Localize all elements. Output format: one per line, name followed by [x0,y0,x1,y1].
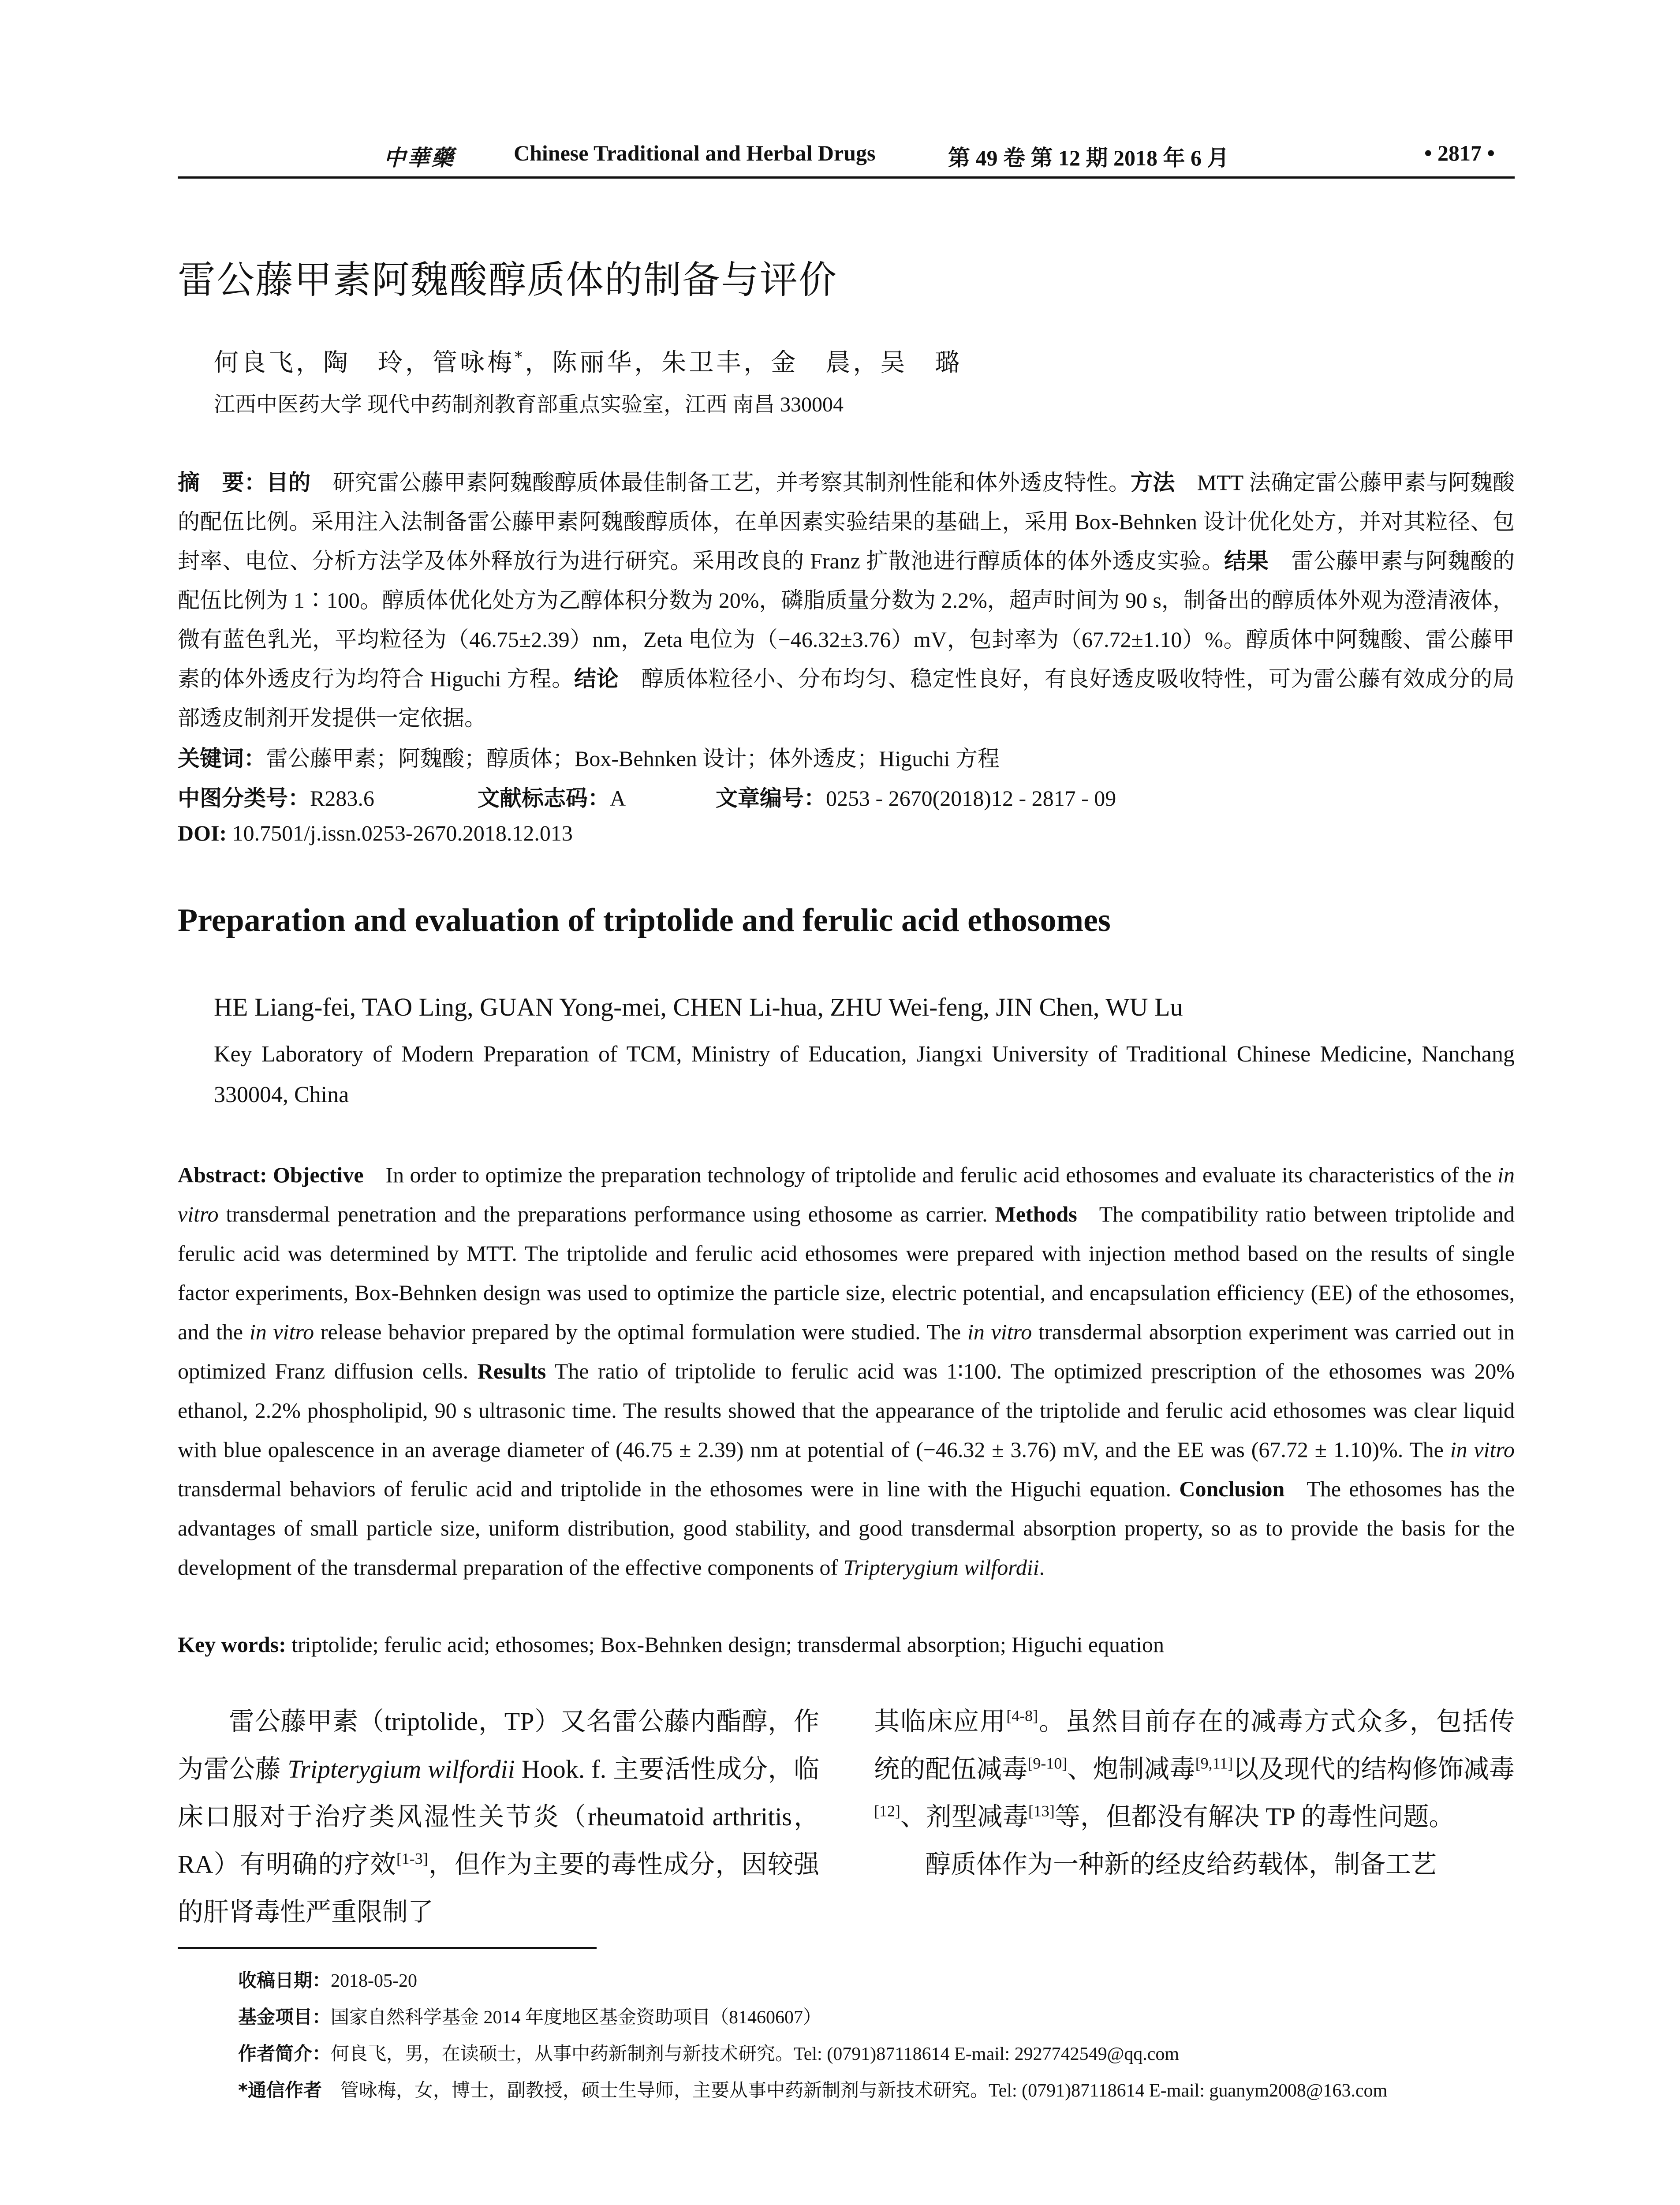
citation: [9,11] [1195,1754,1233,1772]
en-methods-italic-1: in vitro [249,1319,314,1344]
en-objective-a: In order to optimize the preparation technology of triptolide and ferulic acid ethosomes and evaluate its characteristics of the [385,1162,1498,1187]
en-results-b: transdermal behaviors of ferulic acid and triptolide in the ethosomes were in line with the Higuchi equation. [178,1476,1171,1501]
cn-keywords-label: 关键词： [178,746,266,771]
corresponding-mark: * [515,348,525,366]
en-title: Preparation and evaluation of triptolide and ferulic acid ethosomes [178,902,1111,938]
doi-label: DOI: [178,821,227,845]
en-affiliation: Key Laboratory of Modern Preparation of TCM, Ministry of Education, Jiangxi University of Traditional Chinese Medicine, Nanchang 330004, China [214,1042,1515,1107]
body-text: Hook. f. 主要活性成分，临床口服对于治疗类风湿性关节炎（rheumatoid arthritis，RA）有明确的疗效 [178,1755,819,1879]
classification-row [178,781,1515,811]
en-conclusion-italic: Tripterygium wilfordii [843,1555,1039,1580]
page-number: • 2817 • [1424,141,1495,165]
clc-value: R283.6 [310,786,374,811]
doi [178,820,573,846]
cn-results: 雷公藤甲素与阿魏酸的配伍比例为 1∶100。醇质体优化处方为乙醇体积分数为 20%，磷脂质量分数为 2.2%，超声时间为 90 s，制备出的醇质体外观为澄清液体，微有蓝色乳光，平均粒径为（46.75±2.39）nm，Zeta 电位为（−46.32±3.76）mV，包封率为（67.72±1.10）%。醇质体中阿魏酸、雷公藤甲素的体外透皮行为均符合 Higuchi 方程。 [178,549,1515,691]
cn-authors-pre: 何良飞，陶 玲，管咏梅 [214,348,515,377]
en-authors: HE Liang-fei, TAO Ling, GUAN Yong-mei, CHEN Li-hua, ZHU Wei-feng, JIN Chen, WU Lu [214,993,1183,1021]
footnote-corresponding [238,2072,1517,2109]
en-conclusion-b: . [1039,1555,1045,1580]
cn-methods: MTT 法确定雷公藤甲素与阿魏酸的配伍比例。采用注入法制备雷公藤甲素阿魏酸醇质体，在单因素实验结果的基础上，采用 Box-Behnken 设计优化处方，并对其粒径、包封率、电位、分析方法学及体外释放行为进行研究。采用改良的 Franz 扩散池进行醇质体的体外透皮实验。 [178,470,1515,573]
cn-conclusion-label: 结论 [574,666,619,691]
journal-logo: 中華藥 [384,145,455,171]
clc-number [178,781,374,812]
cn-authors [214,343,962,378]
footnote-bio [238,2036,1517,2072]
footnote-fund [238,1999,1517,2036]
body-paragraph-1 [178,1698,819,1936]
en-conclusion-a: The ethosomes has the advantages of small particle size, uniform distribution, good stability, and good transdermal absorption property, so as to provide the basis for the development of the transdermal preparation of the effective components of [178,1476,1515,1580]
body-text: 、剂型减毒 [900,1802,1028,1831]
footnotes [238,1962,1517,2109]
en-conclusion-label: Conclusion [1179,1476,1285,1501]
en-results-italic: in vitro [1450,1437,1515,1462]
body-text: 。虽然目前存在的减毒方式众多，包括传统的配伍减毒 [874,1707,1515,1783]
citation: [12] [874,1802,900,1820]
body-italic: Tripterygium wilfordii [287,1755,515,1783]
footnote-text: 2018-05-20 [331,1971,417,1991]
footnote-text: 何良飞，男，在读硕士，从事中药新制剂与新技术研究。Tel: (0791)87118614 E-mail: 2927742549@qq.com [331,2044,1180,2064]
body-text: 以及现代的结构修饰减毒 [1233,1755,1515,1783]
cn-results-label: 结果 [1224,548,1269,574]
en-results-a: The ratio of triptolide to ferulic acid was 1∶100. The optimized prescription of the ethosomes was 20% ethanol, 2.2% phospholipid, 90 s ultrasonic time. The results showed that the appearance of the triptolide and ferulic acid ethosomes was clear liquid with blue opalescence in an average diameter of (46.75 ± 2.39) nm at potential of (−46.32 ± 3.76) mV, and the EE was (67.72 ± 1.10)%. The [178,1359,1515,1462]
cn-objective: 研究雷公藤甲素阿魏酸醇质体最佳制备工艺，并考察其制剂性能和体外透皮特性。 [310,470,1131,495]
en-objective-label: Objective [273,1162,364,1187]
en-objective-italic: in vitro [178,1162,1515,1226]
cn-conclusion: 醇质体粒径小、分布均匀、稳定性良好，有良好透皮吸收特性，可为雷公藤有效成分的局部透皮制剂开发提供一定依据。 [178,666,1515,730]
doi-value: 10.7501/j.issn.0253-2670.2018.12.013 [227,821,573,845]
body-text: 雷公藤甲素（triptolide，TP）又名雷公藤内酯醇，作为雷公藤 [178,1707,819,1783]
footnote-text: 管咏梅，女，博士，副教授，硕士生导师，主要从事中药新制剂与新技术研究。Tel: (0791)87118614 E-mail: guanym2008@163.com [321,2081,1388,2101]
en-methods-italic-2: in vitro [967,1319,1032,1344]
header-rule [178,176,1515,179]
cn-affiliation: 江西中医药大学 现代中药制剂教育部重点实验室，江西 南昌 330004 [214,393,844,416]
footnote-received [238,1962,1517,1999]
en-methods-b: release behavior prepared by the optimal formulation were studied. The [314,1319,967,1344]
doccode-label: 文献标志码： [478,785,610,811]
citation: [4-8] [1006,1707,1038,1725]
footnote-text: 国家自然科学基金 2014 年度地区基金资助项目（81460607） [331,2007,822,2028]
en-results-label: Results [477,1359,546,1383]
footnote-rule [178,1947,597,1949]
citation: [1-3] [396,1850,428,1868]
cn-keywords-text: 雷公藤甲素；阿魏酸；醇质体；Box-Behnken 设计；体外透皮；Higuchi 方程 [266,746,1000,771]
en-methods-a: The compatibility ratio between triptolide and ferulic acid was determined by MTT. The triptolide and ferulic acid ethosomes were prepared with injection method based on the results of single factor experiments, Box-Behnken design was used to optimize the particle size, electric potential, and encapsulation efficiency (EE) of the ethosomes, and the [178,1202,1515,1344]
document-code [478,781,626,812]
running-header [0,140,1680,171]
en-abstract-label: Abstract: [178,1162,267,1187]
en-objective-b: transdermal penetration and the preparations performance using ethosome as carrier. [218,1202,988,1226]
cn-title: 雷公藤甲素阿魏酸醇质体的制备与评价 [178,258,837,302]
footnote-label: *通信作者 [238,2079,322,2101]
cn-objective-label: 目的 [266,470,311,495]
cn-abstract [178,463,1515,738]
body-text: 、炮制减毒 [1067,1755,1195,1783]
en-keywords-label: Key words: [178,1632,286,1657]
journal-name: Chinese Traditional and Herbal Drugs [514,141,876,165]
body-column-right [874,1698,1515,1888]
body-paragraph-1-cont [874,1698,1515,1841]
doccode-value: A [610,786,626,811]
article-number [716,781,1116,812]
footnote-label: 作者简介： [238,2043,331,2064]
body-text: ，但作为主要的毒性成分，因较强的肝肾毒性严重限制了 [178,1850,819,1926]
en-methods-c: transdermal absorption experiment was carried out in optimized Franz diffusion cells. [178,1319,1515,1383]
cn-abstract-label: 摘 要： [178,470,267,495]
clc-label: 中图分类号： [178,785,310,811]
en-abstract [178,1155,1515,1587]
articleno-value: 0253 - 2670(2018)12 - 2817 - 09 [826,786,1116,811]
issue-info: 第 49 卷 第 12 期 2018 年 6 月 [948,146,1229,170]
footnote-label: 收稿日期： [238,1970,331,1991]
en-keywords [178,1632,1515,1657]
body-column-left [178,1698,819,1936]
citation: [13] [1028,1802,1055,1820]
articleno-label: 文章编号： [716,785,826,811]
body-text: 等，但都没有解决 TP 的毒性问题。 [1054,1802,1455,1831]
body-text: 其临床应用 [874,1707,1007,1736]
en-keywords-text: triptolide; ferulic acid; ethosomes; Box-Behnken design; transdermal absorption; Higuchi equation [286,1632,1165,1657]
cn-methods-label: 方法 [1131,470,1175,495]
en-methods-label: Methods [995,1202,1077,1226]
citation: [9-10] [1027,1754,1068,1772]
footnote-label: 基金项目： [238,2006,331,2028]
body-paragraph-2: 醇质体作为一种新的经皮给药载体，制备工艺 [925,1850,1437,1879]
cn-authors-post: ，陈丽华，朱卫丰，金 晨，吴 璐 [525,348,963,377]
cn-keywords [178,741,1515,773]
